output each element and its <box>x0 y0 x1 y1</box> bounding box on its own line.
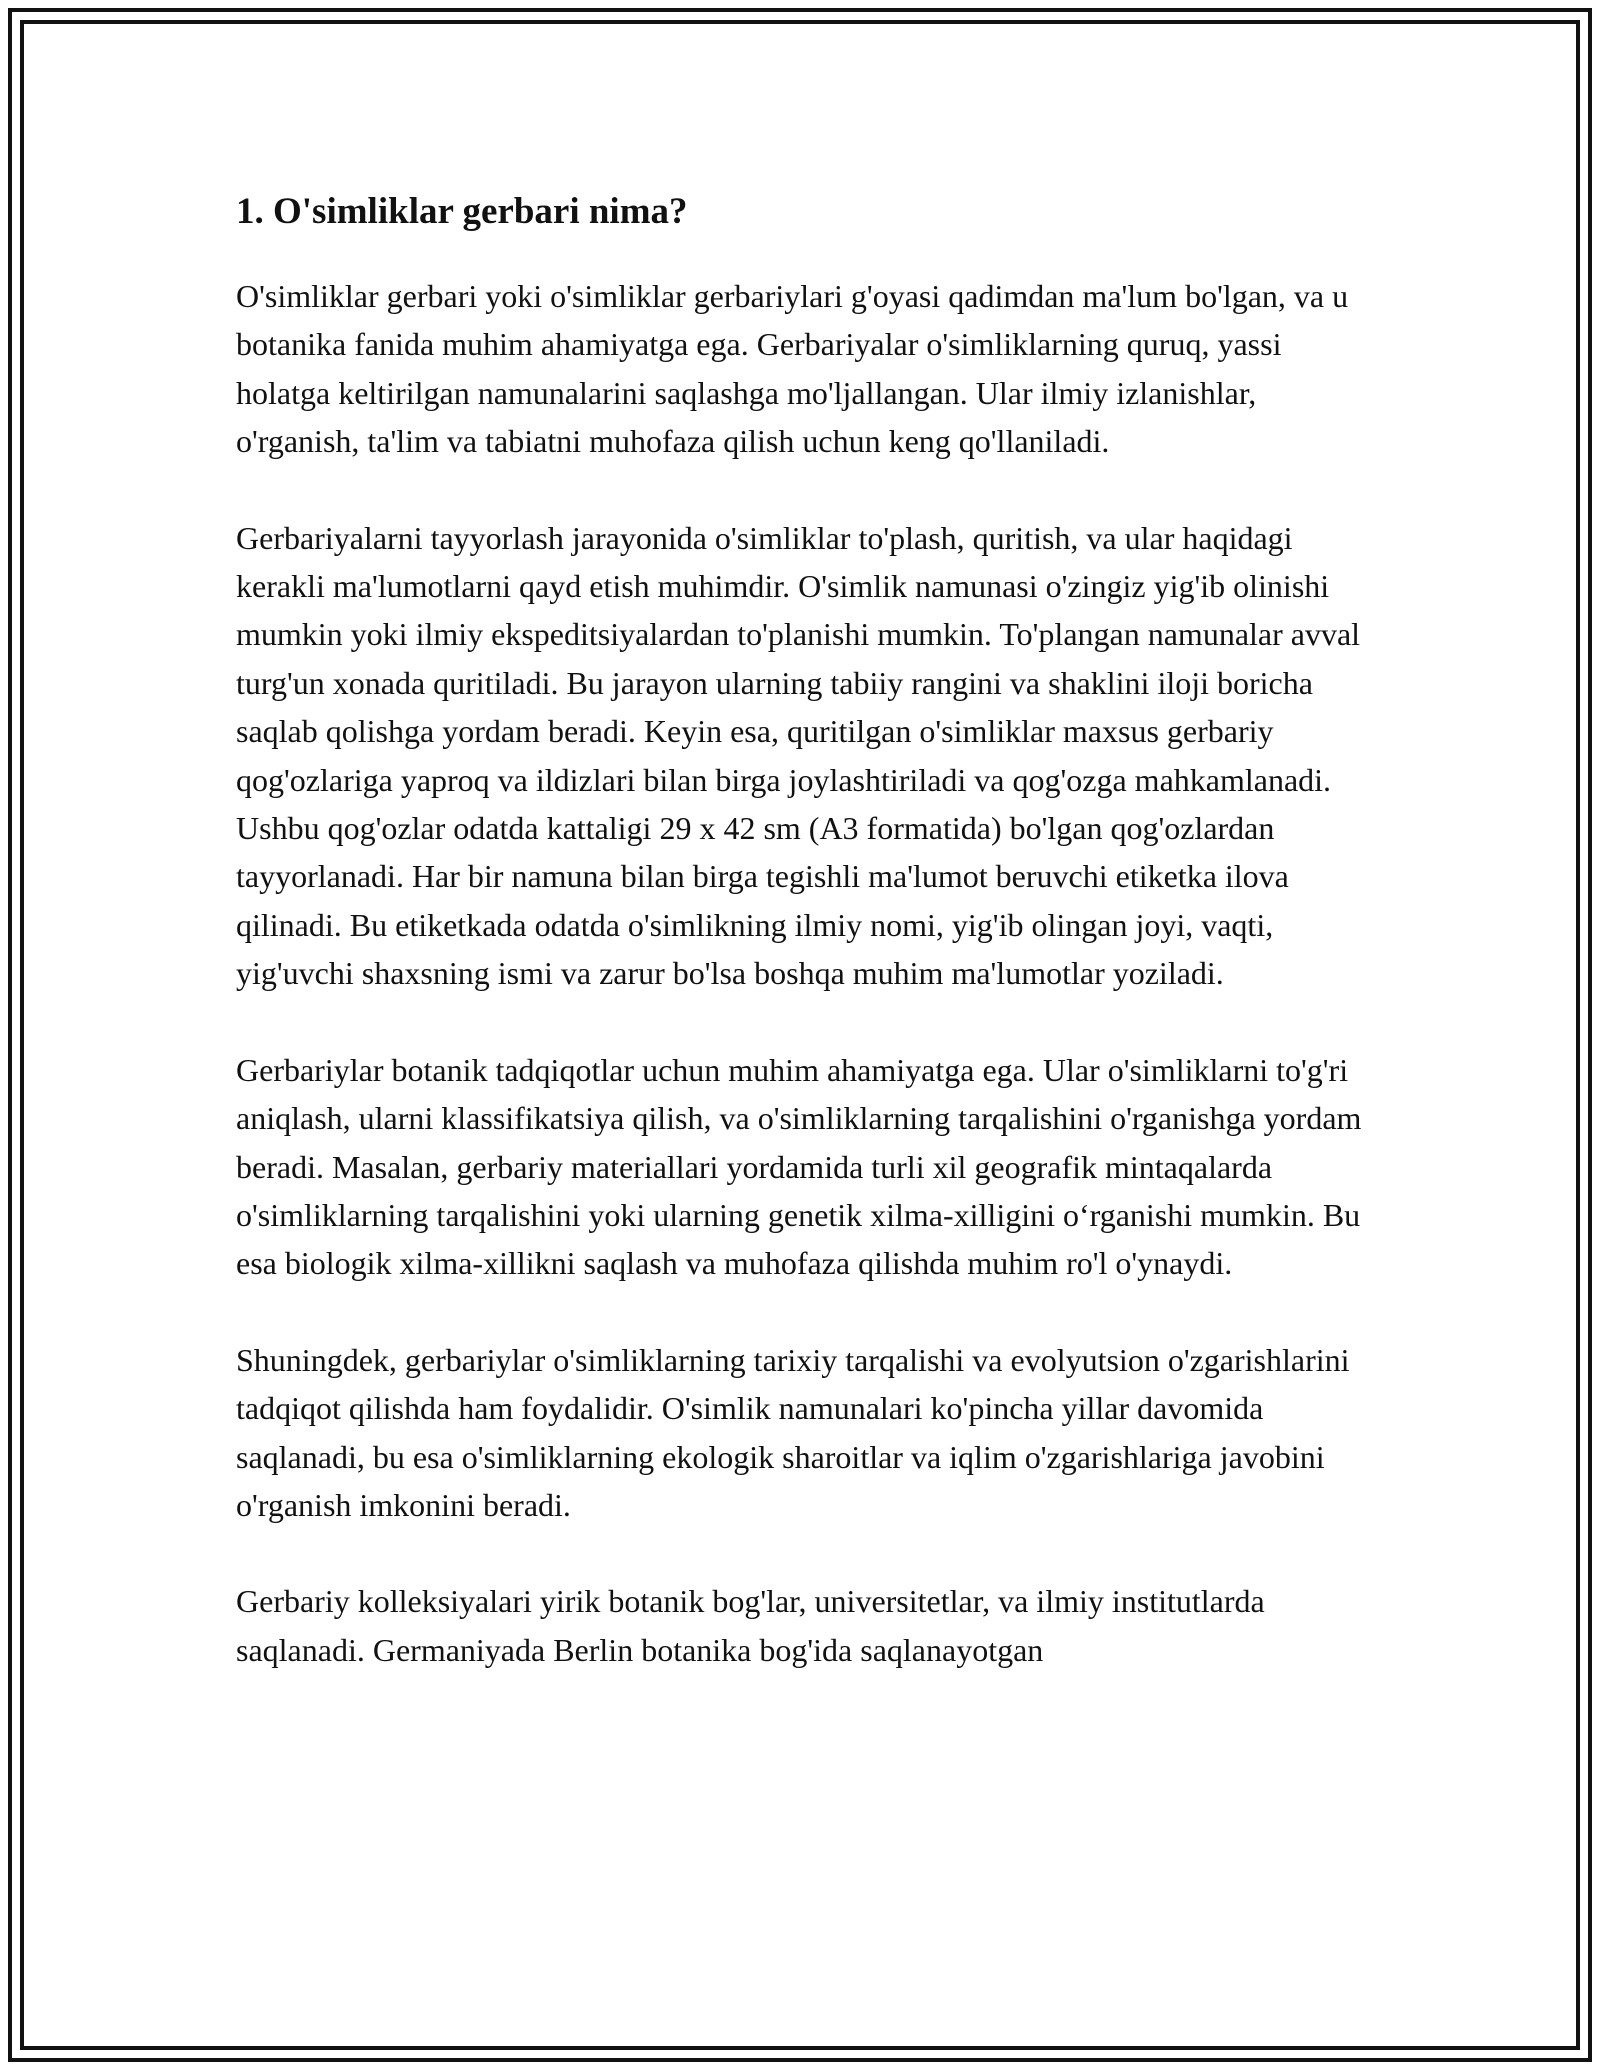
paragraph-1: O'simliklar gerbari yoki o'simliklar gerbariylari g'oyasi qadimdan ma'lum bo'lgan, va u botanika fanida muhim ahamiyatga ega. Gerbariyalar o'simliklarning quruq, yassi holatga keltirilgan namunalarini saqlashga mo'ljallangan. Ular ilmiy izlanishlar, o'rganish, ta'lim va tabiatni muhofaza qilish uchun keng qo'llaniladi. <box>236 278 1349 460</box>
section-heading: 1. O'simliklar gerbari nima? <box>236 191 688 232</box>
paragraph-3: Gerbariylar botanik tadqiqotlar uchun muhim ahamiyatga ega. Ular o'simliklarni to'g'ri aniqlash, ularni klassifikatsiya qilish, va o'simliklarning tarqalishini o'rganishga yordam beradi. Masalan, gerbariy materiallari yordamida turli xil geografik mintaqalarda o'simliklarning tarqalishini yoki ularning genetik xilma-xilligini o‘rganishi mumkin. Bu esa biologik xilma-xillikni saqlash va muhofaza qilishda muhim ro'l o'ynaydi. <box>236 1051 1362 1282</box>
paragraph-4: Shuningdek, gerbariylar o'simliklarning tarixiy tarqalishi va evolyutsion o'zgarishlarini tadqiqot qilishda ham foydalidir. O'simlik namunalari ko'pincha yillar davomida saqlanadi, bu esa o'simliklarning ekologik sharoitlar va iqlim o'zgarishlariga javobini o'rganish imkonini beradi. <box>236 1341 1350 1523</box>
paragraph-2: Gerbariyalarni tayyorlash jarayonida o'simliklar to'plash, quritish, va ular haqidagi kerakli ma'lumotlarni qayd etish muhimdir. O'simlik namunasi o'zingiz yig'ib olinishi mumkin yoki ilmiy ekspeditsiyalardan to'planishi mumkin. To'plangan namunalar avval turg'un xonada quritiladi. Bu jarayon ularning tabiiy rangini va shaklini iloji boricha saqlab qolishga yordam beradi. Keyin esa, quritilgan o'simliklar maxsus gerbariy qog'ozlariga yaproq va ildizlari bilan birga joylashtiriladi va qog'ozga mahkamlanadi. Ushbu qog'ozlar odatda kattaligi 29 x 42 sm (A3 formatida) bo'lgan qog'ozlardan tayyorlanadi. Har bir namuna bilan birga tegishli ma'lumot beruvchi etiketka ilova qilinadi. Bu etiketkada odatda o'simlikning ilmiy nomi, yig'ib olingan joyi, vaqti, yig'uvchi shaxsning ismi va zarur bo'lsa boshqa muhim ma'lumotlar yoziladi. <box>236 519 1361 992</box>
document-body <box>236 186 1376 1722</box>
paragraph-5: Gerbariy kolleksiyalari yirik botanik bog'lar, universitetlar, va ilmiy institutlarda saqlanadi. Germaniyada Berlin botanika bog'ida saqlanayotgan <box>236 1583 1265 1668</box>
